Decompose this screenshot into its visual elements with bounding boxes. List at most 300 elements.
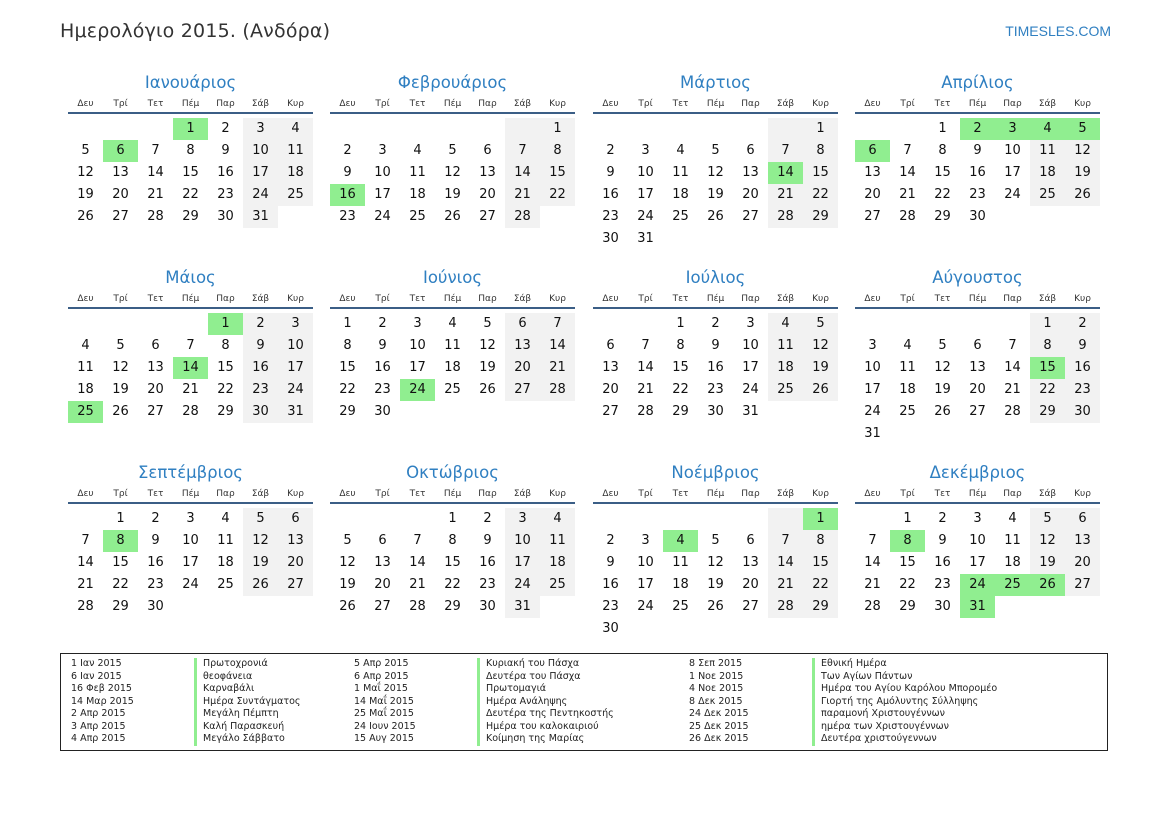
day-cell[interactable]: 23 (217, 187, 234, 202)
day-cell[interactable]: 24 (864, 404, 881, 419)
day-cell[interactable]: 24 (637, 209, 654, 224)
day-cell[interactable]: 19 (1065, 162, 1100, 184)
day-cell[interactable]: 15 (182, 165, 199, 180)
day-cell[interactable]: 12 (934, 360, 951, 375)
day-cell[interactable]: 3 (505, 508, 540, 530)
day-cell[interactable]: 20 (147, 382, 164, 397)
day-cell[interactable]: 15 (934, 165, 951, 180)
day-cell[interactable]: 15 (339, 360, 356, 375)
day-cell[interactable]: 5 (483, 316, 492, 331)
day-cell[interactable]: 29 (339, 404, 356, 419)
day-cell[interactable]: 1 (343, 316, 352, 331)
day-cell[interactable]: 17 (1004, 165, 1021, 180)
day-cell[interactable]: 3 (243, 118, 278, 140)
day-cell[interactable]: 11 (1004, 533, 1021, 548)
day-cell[interactable]: 22 (182, 187, 199, 202)
day-cell[interactable]: 5 (938, 338, 947, 353)
day-cell[interactable]: 27 (374, 599, 391, 614)
day-cell[interactable]: 23 (602, 599, 619, 614)
day-cell[interactable]: 23 (147, 577, 164, 592)
day-cell[interactable]: 13 (505, 335, 540, 357)
day-cell[interactable]: 16 (969, 165, 986, 180)
day-cell[interactable]: 31 (637, 231, 654, 246)
day-cell[interactable]: 10 (374, 165, 391, 180)
holiday-day-cell[interactable]: 24 (960, 574, 995, 596)
day-cell[interactable]: 8 (448, 533, 457, 548)
day-cell[interactable]: 16 (217, 165, 234, 180)
day-cell[interactable]: 27 (742, 209, 759, 224)
day-cell[interactable]: 6 (278, 508, 313, 530)
day-cell[interactable]: 11 (278, 140, 313, 162)
day-cell[interactable]: 16 (1065, 357, 1100, 379)
day-cell[interactable]: 26 (112, 404, 129, 419)
day-cell[interactable]: 28 (540, 379, 575, 401)
day-cell[interactable]: 29 (444, 599, 461, 614)
day-cell[interactable]: 16 (147, 555, 164, 570)
day-cell[interactable]: 9 (243, 335, 278, 357)
day-cell[interactable]: 8 (1030, 335, 1065, 357)
day-cell[interactable]: 19 (707, 577, 724, 592)
day-cell[interactable]: 30 (1065, 401, 1100, 423)
day-cell[interactable]: 16 (707, 360, 724, 375)
day-cell[interactable]: 10 (182, 533, 199, 548)
holiday-day-cell[interactable]: 8 (890, 530, 925, 552)
day-cell[interactable]: 9 (606, 555, 615, 570)
day-cell[interactable]: 21 (1004, 382, 1021, 397)
day-cell[interactable]: 23 (374, 382, 391, 397)
day-cell[interactable]: 6 (483, 143, 492, 158)
day-cell[interactable]: 10 (278, 335, 313, 357)
day-cell[interactable]: 16 (934, 555, 951, 570)
day-cell[interactable]: 6 (378, 533, 387, 548)
day-cell[interactable]: 21 (637, 382, 654, 397)
day-cell[interactable]: 14 (147, 165, 164, 180)
day-cell[interactable]: 10 (637, 165, 654, 180)
day-cell[interactable]: 23 (969, 187, 986, 202)
day-cell[interactable]: 13 (742, 165, 759, 180)
day-cell[interactable]: 25 (768, 379, 803, 401)
day-cell[interactable]: 22 (339, 382, 356, 397)
day-cell[interactable]: 15 (803, 162, 838, 184)
day-cell[interactable]: 30 (707, 404, 724, 419)
day-cell[interactable]: 19 (339, 577, 356, 592)
day-cell[interactable]: 12 (77, 165, 94, 180)
holiday-day-cell[interactable]: 3 (995, 118, 1030, 140)
holiday-day-cell[interactable]: 14 (173, 357, 208, 379)
day-cell[interactable]: 9 (343, 165, 352, 180)
day-cell[interactable]: 27 (112, 209, 129, 224)
day-cell[interactable]: 25 (409, 209, 426, 224)
day-cell[interactable]: 7 (903, 143, 912, 158)
day-cell[interactable]: 1 (903, 511, 912, 526)
day-cell[interactable]: 28 (768, 206, 803, 228)
day-cell[interactable]: 27 (278, 574, 313, 596)
day-cell[interactable]: 9 (378, 338, 387, 353)
day-cell[interactable]: 25 (672, 599, 689, 614)
day-cell[interactable]: 7 (186, 338, 195, 353)
day-cell[interactable]: 11 (409, 165, 426, 180)
day-cell[interactable]: 5 (243, 508, 278, 530)
day-cell[interactable]: 30 (243, 401, 278, 423)
day-cell[interactable]: 4 (81, 338, 90, 353)
day-cell[interactable]: 23 (243, 379, 278, 401)
day-cell[interactable]: 13 (969, 360, 986, 375)
day-cell[interactable]: 28 (1004, 404, 1021, 419)
day-cell[interactable]: 21 (409, 577, 426, 592)
day-cell[interactable]: 11 (672, 165, 689, 180)
day-cell[interactable]: 14 (637, 360, 654, 375)
day-cell[interactable]: 18 (217, 555, 234, 570)
day-cell[interactable]: 8 (803, 530, 838, 552)
day-cell[interactable]: 12 (1030, 530, 1065, 552)
day-cell[interactable]: 21 (182, 382, 199, 397)
holiday-day-cell[interactable]: 4 (663, 530, 698, 552)
day-cell[interactable]: 28 (864, 599, 881, 614)
day-cell[interactable]: 21 (540, 357, 575, 379)
day-cell[interactable]: 17 (243, 162, 278, 184)
day-cell[interactable]: 13 (742, 555, 759, 570)
day-cell[interactable]: 24 (278, 379, 313, 401)
day-cell[interactable]: 5 (711, 533, 720, 548)
day-cell[interactable]: 22 (934, 187, 951, 202)
day-cell[interactable]: 15 (899, 555, 916, 570)
day-cell[interactable]: 13 (602, 360, 619, 375)
day-cell[interactable]: 18 (672, 577, 689, 592)
day-cell[interactable]: 4 (448, 316, 457, 331)
day-cell[interactable]: 30 (602, 231, 619, 246)
day-cell[interactable]: 16 (479, 555, 496, 570)
day-cell[interactable]: 29 (112, 599, 129, 614)
day-cell[interactable]: 17 (864, 382, 881, 397)
day-cell[interactable]: 1 (803, 118, 838, 140)
day-cell[interactable]: 30 (217, 209, 234, 224)
day-cell[interactable]: 31 (278, 401, 313, 423)
day-cell[interactable]: 30 (147, 599, 164, 614)
day-cell[interactable]: 19 (112, 382, 129, 397)
day-cell[interactable]: 27 (1065, 574, 1100, 596)
day-cell[interactable]: 20 (479, 187, 496, 202)
day-cell[interactable]: 23 (707, 382, 724, 397)
day-cell[interactable]: 6 (1065, 508, 1100, 530)
day-cell[interactable]: 29 (217, 404, 234, 419)
day-cell[interactable]: 22 (672, 382, 689, 397)
day-cell[interactable]: 30 (969, 209, 986, 224)
holiday-day-cell[interactable]: 31 (960, 596, 995, 618)
holiday-day-cell[interactable]: 25 (995, 574, 1030, 596)
day-cell[interactable]: 4 (221, 511, 230, 526)
day-cell[interactable]: 11 (672, 555, 689, 570)
day-cell[interactable]: 21 (147, 187, 164, 202)
day-cell[interactable]: 1 (448, 511, 457, 526)
day-cell[interactable]: 19 (479, 360, 496, 375)
day-cell[interactable]: 10 (409, 338, 426, 353)
day-cell[interactable]: 1 (116, 511, 125, 526)
day-cell[interactable]: 12 (707, 165, 724, 180)
day-cell[interactable]: 21 (77, 577, 94, 592)
holiday-day-cell[interactable]: 1 (208, 313, 243, 335)
day-cell[interactable]: 22 (444, 577, 461, 592)
holiday-day-cell[interactable]: 1 (173, 118, 208, 140)
day-cell[interactable]: 9 (606, 165, 615, 180)
day-cell[interactable]: 29 (934, 209, 951, 224)
day-cell[interactable]: 12 (803, 335, 838, 357)
day-cell[interactable]: 18 (409, 187, 426, 202)
holiday-day-cell[interactable]: 6 (103, 140, 138, 162)
day-cell[interactable]: 24 (505, 574, 540, 596)
day-cell[interactable]: 4 (413, 143, 422, 158)
day-cell[interactable]: 2 (151, 511, 160, 526)
day-cell[interactable]: 16 (243, 357, 278, 379)
day-cell[interactable]: 27 (602, 404, 619, 419)
day-cell[interactable]: 24 (1004, 187, 1021, 202)
day-cell[interactable]: 13 (864, 165, 881, 180)
day-cell[interactable]: 12 (707, 555, 724, 570)
day-cell[interactable]: 31 (864, 426, 881, 441)
day-cell[interactable]: 1 (676, 316, 685, 331)
holiday-day-cell[interactable]: 2 (960, 118, 995, 140)
day-cell[interactable]: 30 (602, 621, 619, 636)
day-cell[interactable]: 29 (1030, 401, 1065, 423)
day-cell[interactable]: 29 (672, 404, 689, 419)
day-cell[interactable]: 27 (505, 379, 540, 401)
day-cell[interactable]: 18 (1030, 162, 1065, 184)
day-cell[interactable]: 25 (540, 574, 575, 596)
site-link[interactable]: TIMESLES.COM (1005, 23, 1111, 39)
day-cell[interactable]: 28 (899, 209, 916, 224)
day-cell[interactable]: 15 (540, 162, 575, 184)
day-cell[interactable]: 31 (505, 596, 540, 618)
day-cell[interactable]: 18 (899, 382, 916, 397)
day-cell[interactable]: 3 (413, 316, 422, 331)
day-cell[interactable]: 2 (606, 533, 615, 548)
day-cell[interactable]: 19 (707, 187, 724, 202)
day-cell[interactable]: 15 (217, 360, 234, 375)
day-cell[interactable]: 19 (243, 552, 278, 574)
day-cell[interactable]: 25 (217, 577, 234, 592)
day-cell[interactable]: 26 (1065, 184, 1100, 206)
day-cell[interactable]: 7 (768, 140, 803, 162)
day-cell[interactable]: 4 (278, 118, 313, 140)
day-cell[interactable]: 10 (505, 530, 540, 552)
day-cell[interactable]: 5 (343, 533, 352, 548)
day-cell[interactable]: 30 (479, 599, 496, 614)
day-cell[interactable]: 20 (112, 187, 129, 202)
day-cell[interactable]: 27 (864, 209, 881, 224)
holiday-day-cell[interactable]: 4 (1030, 118, 1065, 140)
holiday-day-cell[interactable]: 26 (1030, 574, 1065, 596)
day-cell[interactable]: 30 (934, 599, 951, 614)
day-cell[interactable]: 22 (217, 382, 234, 397)
day-cell[interactable]: 20 (278, 552, 313, 574)
day-cell[interactable]: 8 (343, 338, 352, 353)
holiday-day-cell[interactable]: 1 (803, 508, 838, 530)
day-cell[interactable]: 28 (505, 206, 540, 228)
day-cell[interactable]: 2 (938, 511, 947, 526)
day-cell[interactable]: 20 (742, 187, 759, 202)
day-cell[interactable]: 7 (413, 533, 422, 548)
day-cell[interactable]: 29 (182, 209, 199, 224)
day-cell[interactable]: 5 (116, 338, 125, 353)
day-cell[interactable]: 6 (746, 533, 755, 548)
day-cell[interactable]: 16 (602, 577, 619, 592)
day-cell[interactable]: 14 (505, 162, 540, 184)
day-cell[interactable]: 5 (1030, 508, 1065, 530)
day-cell[interactable]: 10 (742, 338, 759, 353)
day-cell[interactable]: 3 (278, 313, 313, 335)
day-cell[interactable]: 12 (479, 338, 496, 353)
day-cell[interactable]: 9 (1065, 335, 1100, 357)
day-cell[interactable]: 26 (243, 574, 278, 596)
day-cell[interactable]: 2 (711, 316, 720, 331)
day-cell[interactable]: 13 (374, 555, 391, 570)
day-cell[interactable]: 28 (768, 596, 803, 618)
day-cell[interactable]: 20 (742, 577, 759, 592)
day-cell[interactable]: 5 (711, 143, 720, 158)
holiday-day-cell[interactable]: 5 (1065, 118, 1100, 140)
day-cell[interactable]: 9 (221, 143, 230, 158)
day-cell[interactable]: 19 (1030, 552, 1065, 574)
day-cell[interactable]: 3 (868, 338, 877, 353)
day-cell[interactable]: 24 (182, 577, 199, 592)
day-cell[interactable]: 22 (803, 574, 838, 596)
day-cell[interactable]: 8 (803, 140, 838, 162)
day-cell[interactable]: 15 (112, 555, 129, 570)
day-cell[interactable]: 2 (221, 121, 230, 136)
day-cell[interactable]: 23 (934, 577, 951, 592)
day-cell[interactable]: 26 (707, 599, 724, 614)
day-cell[interactable]: 9 (973, 143, 982, 158)
day-cell[interactable]: 7 (540, 313, 575, 335)
day-cell[interactable]: 26 (339, 599, 356, 614)
day-cell[interactable]: 8 (540, 140, 575, 162)
day-cell[interactable]: 2 (343, 143, 352, 158)
day-cell[interactable]: 26 (803, 379, 838, 401)
day-cell[interactable]: 11 (77, 360, 94, 375)
day-cell[interactable]: 20 (969, 382, 986, 397)
day-cell[interactable]: 3 (641, 143, 650, 158)
day-cell[interactable]: 28 (182, 404, 199, 419)
day-cell[interactable]: 6 (151, 338, 160, 353)
day-cell[interactable]: 8 (186, 143, 195, 158)
day-cell[interactable]: 26 (479, 382, 496, 397)
day-cell[interactable]: 29 (803, 596, 838, 618)
day-cell[interactable]: 8 (676, 338, 685, 353)
day-cell[interactable]: 20 (602, 382, 619, 397)
day-cell[interactable]: 27 (742, 599, 759, 614)
day-cell[interactable]: 16 (602, 187, 619, 202)
day-cell[interactable]: 5 (803, 313, 838, 335)
day-cell[interactable]: 9 (151, 533, 160, 548)
day-cell[interactable]: 22 (112, 577, 129, 592)
day-cell[interactable]: 13 (147, 360, 164, 375)
day-cell[interactable]: 25 (1030, 184, 1065, 206)
day-cell[interactable]: 18 (444, 360, 461, 375)
day-cell[interactable]: 13 (1065, 530, 1100, 552)
day-cell[interactable]: 28 (637, 404, 654, 419)
day-cell[interactable]: 2 (483, 511, 492, 526)
day-cell[interactable]: 7 (868, 533, 877, 548)
day-cell[interactable]: 19 (934, 382, 951, 397)
day-cell[interactable]: 18 (1004, 555, 1021, 570)
day-cell[interactable]: 30 (374, 404, 391, 419)
day-cell[interactable]: 21 (768, 574, 803, 596)
day-cell[interactable]: 25 (672, 209, 689, 224)
day-cell[interactable]: 7 (1008, 338, 1017, 353)
day-cell[interactable]: 4 (903, 338, 912, 353)
day-cell[interactable]: 4 (1008, 511, 1017, 526)
day-cell[interactable]: 21 (864, 577, 881, 592)
day-cell[interactable]: 11 (899, 360, 916, 375)
day-cell[interactable]: 19 (803, 357, 838, 379)
holiday-day-cell[interactable]: 16 (330, 184, 365, 206)
day-cell[interactable]: 14 (864, 555, 881, 570)
day-cell[interactable]: 14 (540, 335, 575, 357)
day-cell[interactable]: 22 (899, 577, 916, 592)
day-cell[interactable]: 15 (672, 360, 689, 375)
day-cell[interactable]: 29 (899, 599, 916, 614)
day-cell[interactable]: 20 (505, 357, 540, 379)
day-cell[interactable]: 28 (147, 209, 164, 224)
day-cell[interactable]: 3 (746, 316, 755, 331)
day-cell[interactable]: 17 (969, 555, 986, 570)
day-cell[interactable]: 20 (864, 187, 881, 202)
day-cell[interactable]: 14 (1004, 360, 1021, 375)
day-cell[interactable]: 10 (864, 360, 881, 375)
day-cell[interactable]: 1 (1030, 313, 1065, 335)
day-cell[interactable]: 7 (768, 530, 803, 552)
day-cell[interactable]: 17 (182, 555, 199, 570)
day-cell[interactable]: 20 (1065, 552, 1100, 574)
day-cell[interactable]: 22 (803, 184, 838, 206)
day-cell[interactable]: 5 (81, 143, 90, 158)
day-cell[interactable]: 2 (243, 313, 278, 335)
day-cell[interactable]: 28 (409, 599, 426, 614)
day-cell[interactable]: 17 (278, 357, 313, 379)
day-cell[interactable]: 15 (444, 555, 461, 570)
day-cell[interactable]: 13 (278, 530, 313, 552)
day-cell[interactable]: 17 (637, 577, 654, 592)
day-cell[interactable]: 2 (378, 316, 387, 331)
day-cell[interactable]: 24 (374, 209, 391, 224)
day-cell[interactable]: 24 (637, 599, 654, 614)
day-cell[interactable]: 2 (606, 143, 615, 158)
day-cell[interactable]: 7 (151, 143, 160, 158)
day-cell[interactable]: 3 (378, 143, 387, 158)
day-cell[interactable]: 11 (1030, 140, 1065, 162)
day-cell[interactable]: 17 (742, 360, 759, 375)
day-cell[interactable]: 9 (711, 338, 720, 353)
day-cell[interactable]: 26 (77, 209, 94, 224)
day-cell[interactable]: 9 (483, 533, 492, 548)
day-cell[interactable]: 6 (505, 313, 540, 335)
day-cell[interactable]: 9 (938, 533, 947, 548)
day-cell[interactable]: 6 (746, 143, 755, 158)
day-cell[interactable]: 23 (479, 577, 496, 592)
holiday-day-cell[interactable]: 15 (1030, 357, 1065, 379)
day-cell[interactable]: 12 (339, 555, 356, 570)
day-cell[interactable]: 11 (217, 533, 234, 548)
day-cell[interactable]: 11 (768, 335, 803, 357)
day-cell[interactable]: 17 (637, 187, 654, 202)
day-cell[interactable]: 25 (278, 184, 313, 206)
day-cell[interactable]: 12 (243, 530, 278, 552)
day-cell[interactable]: 8 (938, 143, 947, 158)
day-cell[interactable]: 6 (973, 338, 982, 353)
day-cell[interactable]: 18 (540, 552, 575, 574)
day-cell[interactable]: 26 (707, 209, 724, 224)
day-cell[interactable]: 10 (969, 533, 986, 548)
day-cell[interactable]: 18 (672, 187, 689, 202)
